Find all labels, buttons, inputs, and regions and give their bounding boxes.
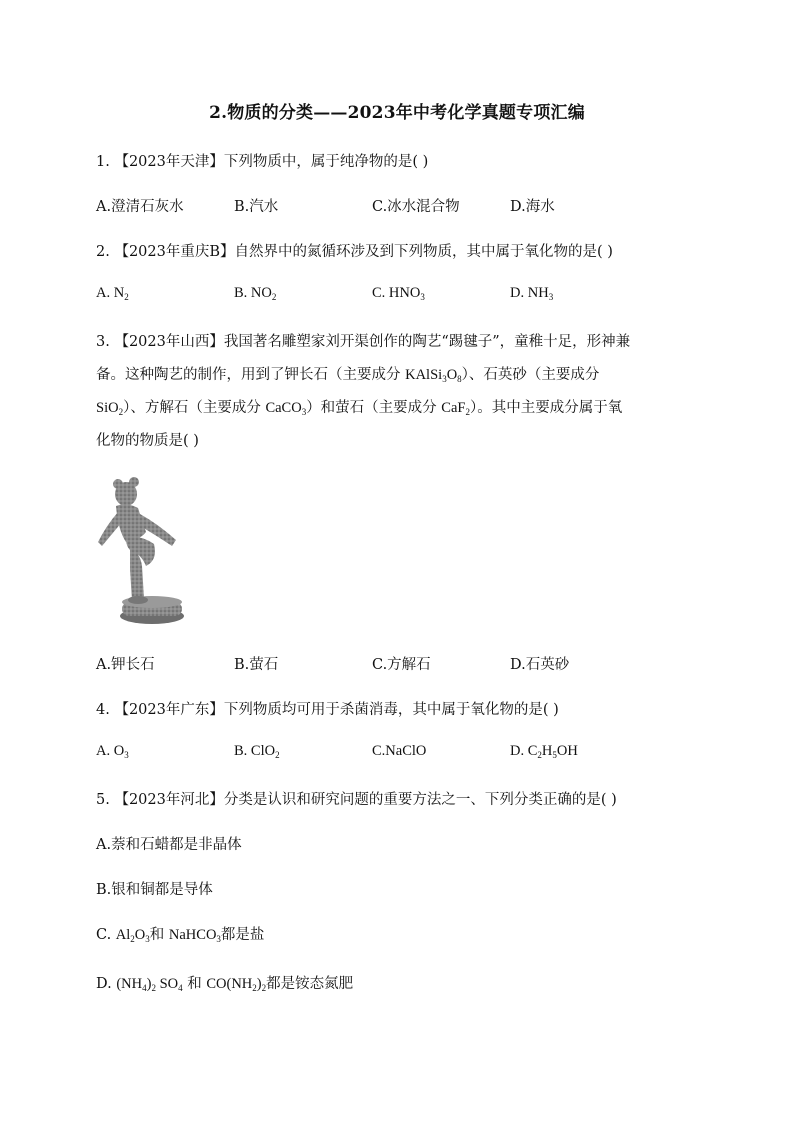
- formula-sio2: [96, 400, 123, 416]
- formula-subscript: 2: [537, 750, 542, 760]
- formula-part: O: [446, 367, 458, 383]
- question-1-text: 1. 【2023年天津】下列物质中，属于纯净物的是( ): [96, 154, 429, 170]
- q2-option-c: [372, 285, 425, 302]
- formula-part: N: [113, 285, 125, 301]
- q3-option-c: C.方解石: [372, 657, 431, 673]
- formula-subscript: 2: [465, 407, 470, 417]
- option-label: B.: [234, 285, 251, 301]
- text-run: ）、方解石（主要成分: [123, 400, 266, 416]
- q3-option-b: B.萤石: [234, 657, 279, 673]
- formula-subscript: 4: [178, 983, 183, 993]
- q1-option-b: B.汽水: [234, 199, 279, 215]
- formula-subscript: 2: [151, 983, 156, 993]
- formula-part: NH: [527, 285, 549, 301]
- option-label: B.: [234, 743, 251, 759]
- formula-subscript: 4: [142, 983, 147, 993]
- formula-subscript: 2: [130, 934, 135, 944]
- text-run: 都是盐: [220, 927, 265, 943]
- text-run: ）、石英砂（主要成分: [461, 367, 600, 383]
- q2-option-a: [96, 285, 129, 302]
- formula-part: NO: [250, 285, 272, 301]
- formula-subscript: 3: [420, 292, 425, 302]
- text-run: 都是铵态氮肥: [266, 976, 354, 992]
- option-label: A.: [96, 285, 114, 301]
- q5-option-c: [96, 923, 264, 944]
- formula-part: ClO: [250, 743, 276, 759]
- formula-part: NaHCO: [168, 927, 217, 943]
- q5-option-d: [96, 972, 353, 993]
- formula-part: CaCO: [265, 400, 302, 416]
- question-4-text: 4. 【2023年广东】下列物质均可用于杀菌消毒，其中属于氧化物的是( ): [96, 702, 559, 718]
- formula-part: HNO: [388, 285, 421, 301]
- formula-subscript: 3: [301, 407, 307, 417]
- q5-option-a: A.萘和石蜡都是非晶体: [96, 837, 242, 853]
- q4-option-a: [96, 743, 129, 760]
- q3-option-d: D.石英砂: [510, 657, 570, 673]
- question-3-line-3: [96, 396, 622, 417]
- q2-option-b: [234, 285, 276, 302]
- formula-co-nh2-2: [206, 976, 266, 992]
- formula-part: H: [541, 743, 553, 759]
- text-run: ）。其中主要成分属于氧: [469, 400, 623, 416]
- formula-part: Al: [115, 927, 131, 943]
- formula-subscript: 3: [124, 750, 129, 760]
- text-run: 和: [149, 927, 169, 943]
- option-label: D.: [510, 743, 528, 759]
- formula-subscript: 2: [275, 750, 280, 760]
- q2-option-d: [510, 285, 553, 302]
- formula-part: SO: [155, 976, 179, 992]
- option-label: D.: [510, 285, 528, 301]
- formula-caco3: [265, 400, 306, 416]
- q3-option-a: A.钾长石: [96, 657, 155, 673]
- formula-part: CO(NH: [206, 976, 253, 992]
- option-label: C.: [372, 285, 389, 301]
- formula-part: C: [527, 743, 538, 759]
- option-label: C.: [96, 927, 116, 943]
- question-3-line-4: 化物的物质是( ): [96, 433, 199, 449]
- formula-part: SiO: [96, 400, 119, 416]
- option-label: A.: [96, 743, 114, 759]
- formula-subscript: 2: [252, 983, 257, 993]
- q4-option-d: [510, 743, 578, 760]
- q4-option-c: C.NaClO: [372, 743, 427, 759]
- formula-subscript: 3: [145, 934, 150, 944]
- option-label: D.: [96, 976, 117, 992]
- question-3-line-2: [96, 363, 599, 384]
- sculpture-image: [96, 470, 196, 630]
- formula-part: KAlSi: [405, 367, 443, 383]
- text-run: 和: [182, 976, 207, 992]
- q1-option-d: D.海水: [510, 199, 555, 215]
- formula-nahco3: [169, 927, 221, 943]
- formula-part: CaF: [441, 400, 466, 416]
- formula-part: ): [256, 976, 262, 992]
- formula-part: O: [113, 743, 125, 759]
- q4-option-b: [234, 743, 280, 760]
- question-3-line-1: 3. 【2023年山西】我国著名雕塑家刘开渠创作的陶艺“踢毽子”，童稚十足，形神兼: [96, 334, 631, 350]
- formula-kalsi3o8: [405, 367, 462, 383]
- page-title: 2.物质的分类——2023年中考化学真题专项汇编: [209, 103, 585, 123]
- formula-subscript: 8: [457, 374, 462, 384]
- formula-part: OH: [556, 743, 578, 759]
- formula-subscript: 3: [216, 934, 221, 944]
- formula-subscript: 2: [261, 983, 267, 993]
- formula-part: ): [146, 976, 152, 992]
- formula-caf2: [441, 400, 470, 416]
- formula-subscript: 3: [548, 292, 554, 302]
- question-5-text: 5. 【2023年河北】分类是认识和研究问题的重要方法之一、下列分类正确的是( ): [96, 792, 617, 808]
- formula-subscript: 3: [442, 374, 447, 384]
- text-run: 备。这种陶艺的制作，用到了钾长石（主要成分: [96, 367, 406, 383]
- formula-nh4-2so4: [116, 976, 182, 992]
- formula-part: O: [134, 927, 146, 943]
- formula-part: (NH: [116, 976, 143, 992]
- q5-option-b: B.银和铜都是导体: [96, 882, 213, 898]
- formula-al2o3: [116, 927, 150, 943]
- formula-subscript: 2: [271, 292, 277, 302]
- q1-option-c: C.冰水混合物: [372, 199, 460, 215]
- text-run: ）和萤石（主要成分: [306, 400, 442, 416]
- question-2-text: 2. 【2023年重庆B】自然界中的氮循环涉及到下列物质，其中属于氧化物的是( ): [96, 244, 613, 260]
- formula-subscript: 5: [552, 750, 557, 760]
- q1-option-a: A.澄清石灰水: [96, 199, 184, 215]
- formula-subscript: 2: [118, 407, 124, 417]
- formula-subscript: 2: [124, 292, 129, 302]
